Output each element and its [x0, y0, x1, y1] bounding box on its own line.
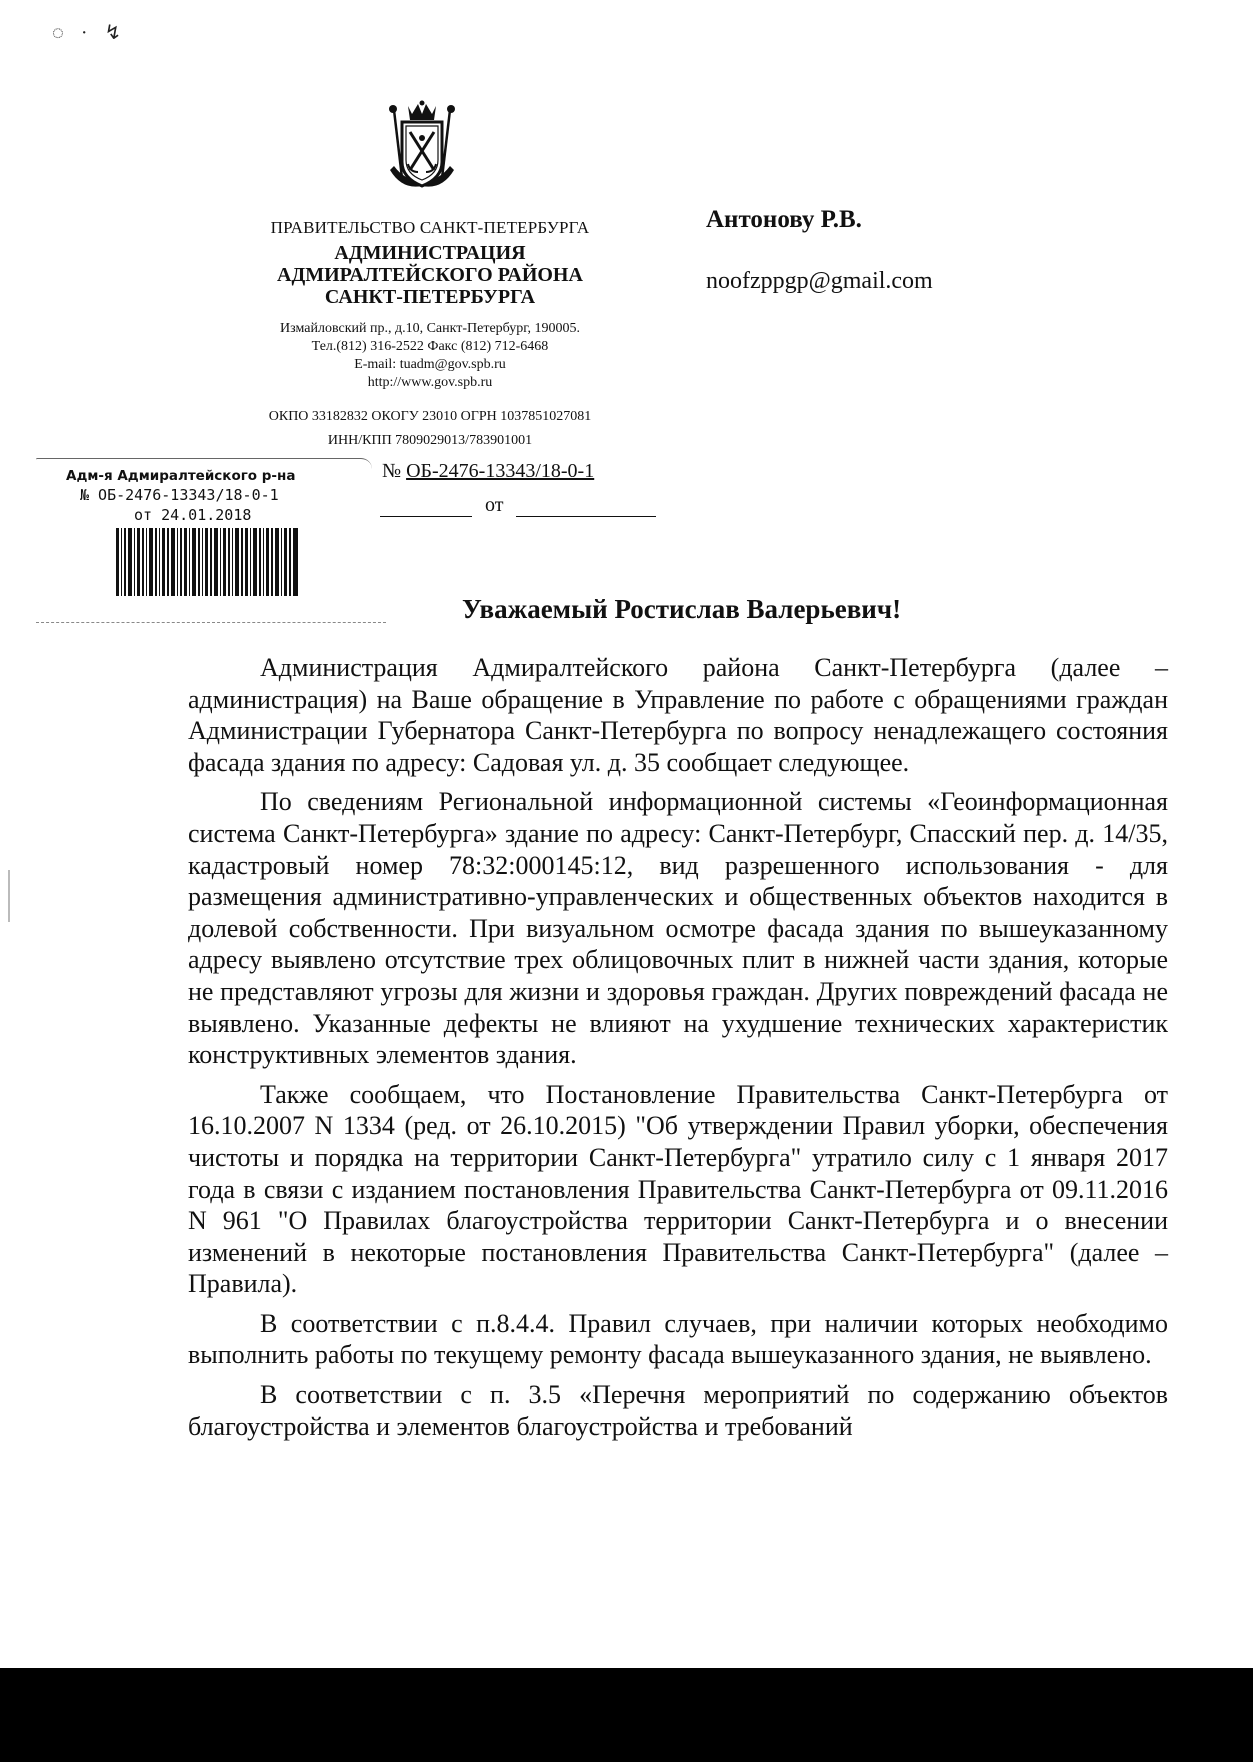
outgoing-number-line	[382, 460, 594, 483]
stamp-date: от 24.01.2018	[134, 506, 252, 524]
scan-bottom-band	[0, 1668, 1253, 1762]
date-blank-right	[516, 500, 656, 517]
paragraph: Администрация Адмиралтейского района Санкт-Петербурга (далее – администрация) на Ваше обращение в Управление по работе с обращениями граждан Администрации Губернатора Санкт-Петербурга по вопросу ненадлежащего состояния фасада здания по адресу: Садовая ул. д. 35 сообщает следующее.	[188, 653, 1168, 777]
email-line: E-mail: tuadm@gov.spb.ru	[354, 357, 506, 372]
from-label: от	[485, 494, 504, 516]
salutation: Уважаемый Ростислав Валерьевич!	[461, 594, 902, 624]
stamp-org: Адм-я Адмиралтейского р-на	[66, 468, 296, 484]
scan-margin-mark	[8, 870, 10, 922]
stamp-number: № ОБ-2476-13343/18-0-1	[80, 486, 279, 504]
outgoing-date-line	[380, 494, 656, 517]
outgoing-number: ОБ-2476-13343/18-0-1	[406, 460, 595, 482]
date-blank-left	[380, 500, 472, 517]
barcode	[116, 528, 298, 596]
contact-block	[220, 320, 640, 392]
website-line: http://www.gov.spb.ru	[367, 375, 493, 390]
coat-of-arms-emblem	[372, 100, 472, 200]
addressee-email: noofzppgp@gmail.com	[706, 268, 933, 294]
letter-body	[188, 652, 1168, 1450]
scan-artifact: ◌ · ↯	[52, 22, 128, 44]
okpo-codes: ОКПО 33182832 ОКОГУ 23010 ОГРН 1037851027081	[268, 409, 592, 424]
administration-line: АДМИНИСТРАЦИЯ	[334, 242, 526, 264]
administration-line: САНКТ-ПЕТЕРБУРГА	[324, 286, 536, 308]
paragraph: В соответствии с п.8.4.4. Правил случаев, при наличии которых необходимо выполнить работы по текущему ремонту фасада вышеуказанного здания, не выявлено.	[188, 1308, 1168, 1370]
paragraph: В соответствии с п. 3.5 «Перечня мероприятий по содержанию объектов благоустройства и элементов благоустройства и требований	[188, 1380, 1168, 1441]
phone-fax: Тел.(812) 316-2522 Факс (812) 712-6468	[311, 339, 549, 354]
administration-line: АДМИРАЛТЕЙСКОГО РАЙОНА	[277, 264, 583, 286]
paragraph: По сведениям Региональной информационной системы «Геоинформационная система Санкт-Петербурга» здание по адресу: Санкт-Петербург, Спасский пер. д. 14/35, кадастровый номер 78:32:000145:12, вид разрешенного использования - для размещения административно-управленческих и общественных объектов находится в долевой собственности. При визуальном осмотре фасада здания по вышеуказанному адресу выявлено отсутствие трех облицовочных плит в нижней части здания, которые не представляют угрозы для жизни и здоровья граждан. Других повреждений фасада не выявлено. Указанные дефекты не влияют на ухудшение технических характеристик конструктивных элементов здания.	[188, 787, 1168, 1070]
addressee-name: Антонову Р.В.	[706, 206, 862, 233]
registration-codes	[180, 405, 680, 453]
number-sign: №	[382, 460, 402, 482]
postal-address: Измайловский пр., д.10, Санкт-Петербург, 190005.	[280, 321, 580, 336]
government-title: ПРАВИТЕЛЬСТВО САНКТ-ПЕТЕРБУРГА	[270, 218, 590, 237]
administration-title	[220, 242, 640, 308]
inn-kpp: ИНН/КПП 7809029013/783901001	[327, 433, 533, 448]
paragraph: Также сообщаем, что Постановление Правительства Санкт-Петербурга от 16.10.2007 N 1334 (ред. от 26.10.2015) "Об утверждении Правил уборки, обеспечения чистоты и порядка на территории Санкт-Петербурга" утратило силу с 1 января 2017 года в связи с изданием постановления Правительства Санкт-Петербурга от 09.11.2016 N 961 "О Правилах благоустройства территории Санкт-Петербурга и о внесении изменений в некоторые постановления Правительства Санкт-Петербурга" (далее – Правила).	[188, 1079, 1168, 1299]
